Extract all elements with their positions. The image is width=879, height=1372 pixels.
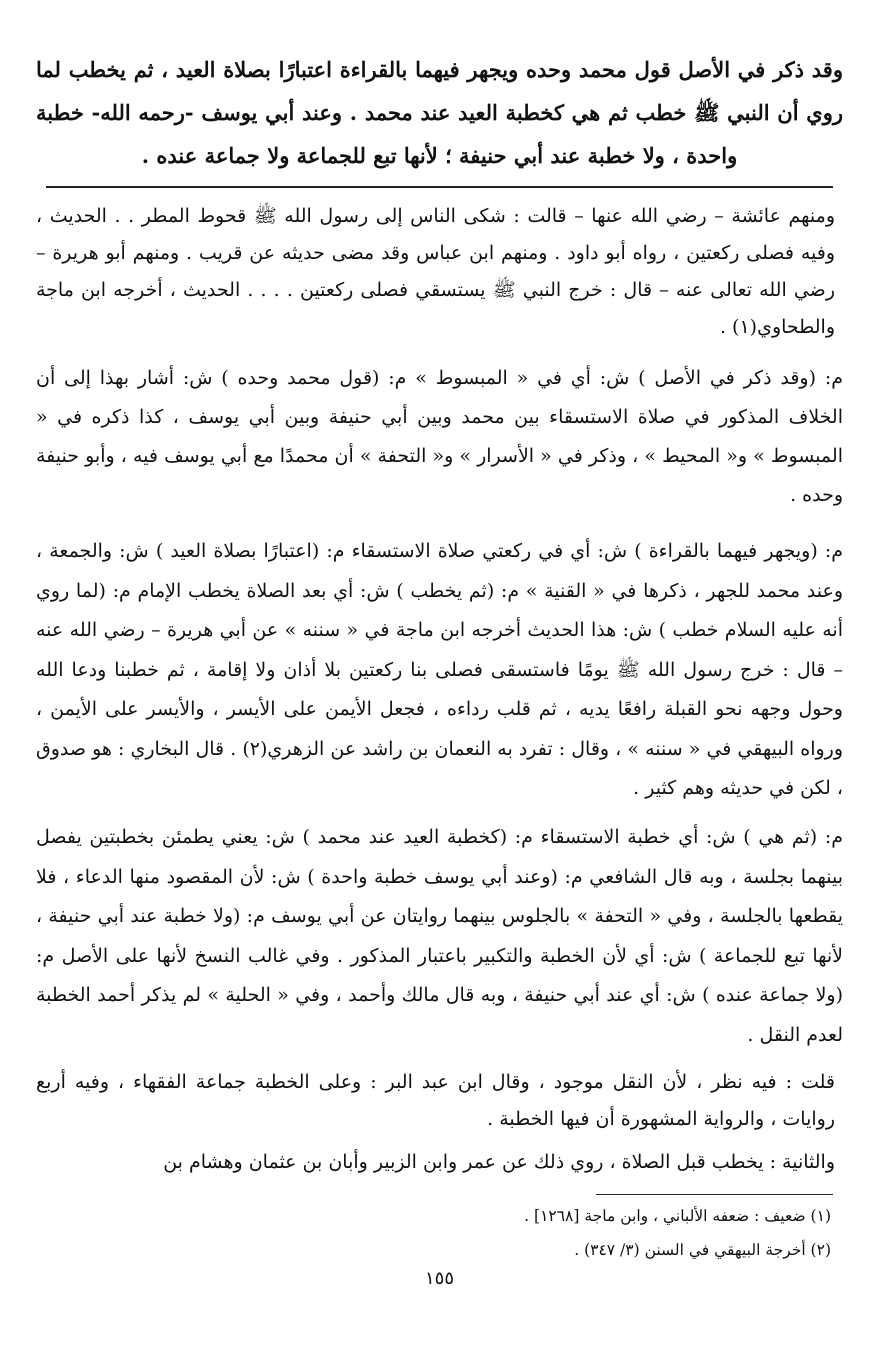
footnote: (٢) أخرجة البيهقي في السنن (٣/ ٣٤٧) . bbox=[574, 1241, 831, 1259]
commentary-paragraph: م: (ثم هي ) ش: أي خطبة الاستسقاء م: (كخطبة العيد عند محمد ) ش: يعني يطمئن بخطبتين يفصل بينهما بجلسة ، وبه قال الشافعي م: (وعند أبي يوسف خطبة واحدة ) ش: لأن المقصود منها الدعاء ، فلا يقطعها بالجلسة ، وفي « التحفة » بالجلوس بينهما روايتان عن أبي يوسف م: (ولا خطبة عند أبي حنيفة ، لأنها تبع للجماعة ) ش: أي لأن الخطبة والتكبير باعتبار المذكور . وفي غالب النسخ لأنها على الأصل م: (ولا جماعة عنده ) ش: أي عند أبي حنيفة ، وبه قال مالك وأحمد ، وفي « الحلية » لم يذكر أحمد الخطبة لعدم النقل . bbox=[36, 826, 843, 1046]
main-text-line: واحدة ، ولا خطبة عند أبي حنيفة ؛ لأنها تبع للجماعة ولا جماعة عنده . bbox=[141, 143, 738, 168]
page-number: ١٥٥ bbox=[424, 1268, 454, 1289]
footnote-divider bbox=[596, 1194, 833, 1195]
commentary-paragraph: قلت : فيه نظر ، لأن النقل موجود ، وقال ابن عبد البر : وعلى الخطبة جماعة الفقهاء ، وفيه أربع روايات ، والرواية المشهورة أن فيها الخطبة . bbox=[36, 1071, 835, 1130]
main-text-line: روي أن النبي ﷺ خطب ثم هي كخطبة العيد عند محمد . وعند أبي يوسف -رحمه الله- خطبة bbox=[36, 100, 843, 125]
main-text bbox=[36, 48, 843, 177]
main-text-line: وقد ذكر في الأصل قول محمد وحده ويجهر فيهما بالقراءة اعتبارًا بصلاة العيد ، ثم يخطب لما bbox=[36, 57, 843, 82]
commentary-paragraph: م: (ويجهر فيهما بالقراءة ) ش: أي في ركعتي صلاة الاستسقاء م: (اعتبارًا بصلاة العيد ) ش: والجمعة ، وعند محمد للجهر ، ذكرها في « القنية » م: (ثم يخطب ) ش: أي بعد الصلاة يخطب الإمام م: (لما روي أنه عليه السلام خطب ) ش: هذا الحديث أخرجه ابن ماجة في « سننه » عن أبي هريرة – رضي الله عنه – قال : خرج رسول الله ﷺ يومًا فاستسقى فصلى بنا ركعتين بلا أذان ولا إقامة ، ثم خطبنا ودعا الله وحول وجهه نحو القبلة رافعًا يديه ، ثم قلب رداءه ، فجعل الأيمن على الأيسر ، والأيسر على الأيمن ، ورواه البيهقي في « سننه » ، وقال : تفرد به النعمان بن راشد عن الزهري(٢) . قال البخاري : هو صدوق ، لكن في حديثه وهم كثير . bbox=[36, 540, 844, 799]
section-divider bbox=[46, 186, 833, 188]
commentary-paragraph: م: (وقد ذكر في الأصل ) ش: أي في « المبسوط » م: (قول محمد وحده ) ش: أشار بهذا إلى أن الخلاف المذكور في صلاة الاستسقاء بين محمد وبين أبي حنيفة وبين أبي يوسف ، كذا ذكره في « المبسوط » و« المحيط » ، وذكر في « الأسرار » و« التحفة » أن محمدًا مع أبي يوسف فيه ، وأبو حنيفة وحده . bbox=[36, 367, 844, 506]
commentary-paragraph: والثانية : يخطب قبل الصلاة ، روي ذلك عن عمر وابن الزبير وأبان بن عثمان وهشام بن bbox=[163, 1151, 835, 1173]
commentary-hadith: ومنهم عائشة – رضي الله عنها – قالت : شكى الناس إلى رسول الله ﷺ قحوط المطر . . الحديث ، وفيه فصلى ركعتين ، رواه أبو داود . ومنهم ابن عباس وقد مضى حديثه عن قريب . ومنهم أبو هريرة – رضي الله تعالى عنه – قال : خرج النبي ﷺ يستسقي فصلى ركعتين . . . . الحديث ، أخرجه ابن ماجة والطحاوي(١) . bbox=[36, 205, 835, 338]
footnote: (١) ضعيف : ضعفه الألباني ، وابن ماجة [١٢٦٨] . bbox=[524, 1207, 831, 1225]
